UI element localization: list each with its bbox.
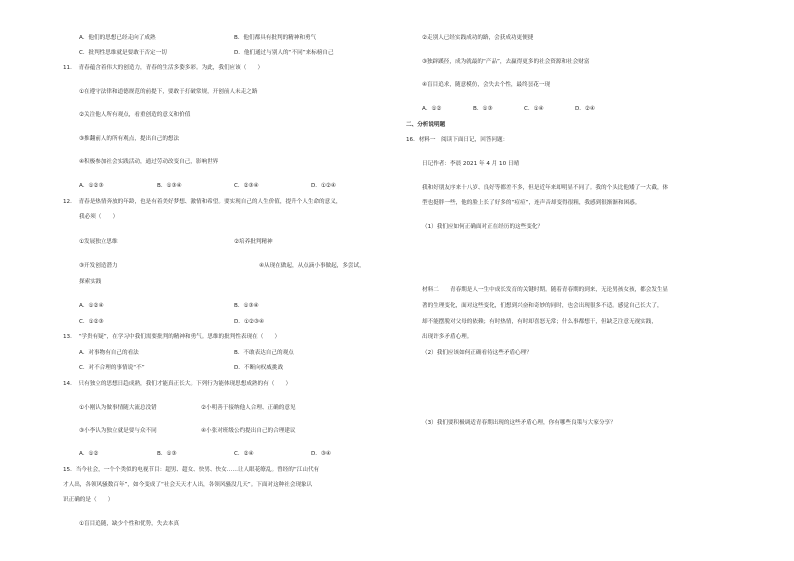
material2-line-1: 材料二 青春期是人一生中成长发育的关键时期。随着青春期的到来，无论男孩女孩，都会发生显	[422, 287, 669, 293]
q15-option-b: B．①③	[473, 106, 493, 112]
q15-option-d: D．②④	[575, 106, 595, 112]
q12-item-4-cont: 探索实践	[79, 279, 102, 285]
q10-option-b: B．他们都具有批判的精神和勇气	[234, 35, 317, 41]
q12-option-b: B．①③④	[234, 303, 259, 309]
q14-option-d: D．③④	[311, 451, 331, 457]
q16-subquestion-2: （2）我们应该如何正确看待这些矛盾心理？	[422, 350, 532, 356]
q13-stem: 13． “学贵有疑”，在学习中我们需要批判的精神和勇气。思维的批判性表现在（ ）	[63, 334, 281, 340]
q12-item-1: ①发展独立思维	[79, 239, 118, 245]
q11-item-4: ④积极参加社会实践活动，通过劳动改变自己，影响世界	[79, 159, 219, 165]
q13-option-b: B．不敢表达自己的观点	[234, 350, 294, 356]
q12-item-3: ③开发创造潜力	[79, 263, 118, 269]
q14-item-1: ①小刚认为做事情随大流总没错	[79, 405, 157, 411]
diary-line-1: 我和好朋友序来十八岁、良好等都差不多，但是近年来却明显不同了。我的个头比他矮了一大截，体	[422, 185, 669, 191]
material2-line-2: 著的生理变化，面对这些变化，们想到兴奋和奇妙的同时，也会出现很多不适。感觉自己长大了，	[422, 303, 663, 309]
q12-item-4: ④从现在做起，从点滴小事做起，多尝试，	[259, 263, 365, 269]
q14-option-b: B．①③	[157, 451, 177, 457]
q16-title: 16．材料一 阅读下面日记，回答问题：	[406, 137, 509, 143]
q10-option-c: C．批判性思维就是要敢于否定一切	[79, 50, 167, 56]
q15-item-1: ①盲目追随，缺少个性和优势，失去本真	[79, 521, 180, 527]
material2-line-3: 却不能摆脱对父母的依赖；有时热情，有时却喜怒无常；什么事都想干，但缺乏注意无视实践，	[422, 319, 657, 325]
section-heading: 二、分析说明题	[406, 122, 446, 128]
q11-option-a: A．①②③	[79, 183, 104, 189]
q12-option-c: C．①②③	[79, 319, 104, 325]
q15-item-3: ③独辟蹊径，成为就最的“产品”，去赢得更多的社会资源和社会财富	[422, 59, 590, 65]
q15-option-a: A．①②	[422, 106, 442, 112]
q11-option-b: B．①③④	[157, 183, 182, 189]
q13-option-c: C．对不合理的事情说“不”	[79, 365, 145, 371]
q14-option-c: C．②④	[234, 451, 254, 457]
material2-line-4: 出现许多矛盾心理。	[422, 334, 473, 340]
q15-item-2: ②走别人已经实践成功的路，会获成功更便捷	[422, 35, 534, 41]
q12-option-a: A．①②④	[79, 303, 104, 309]
q10-option-d: D．他们通过与别人的“不同”来标榜自己	[234, 50, 334, 56]
q13-option-d: D．不断向权威挑战	[234, 365, 284, 371]
q14-option-a: A．①②	[79, 451, 99, 457]
diary-meta: 日记作者：李晨 2021 年 4 月 10 日晴	[422, 161, 520, 167]
q11-item-2: ②关注他人所有观点，看重创造的意义和价值	[79, 112, 191, 118]
q11-stem: 11． 青春蕴含着伟大的创造力，青春的生活多姿多彩。为此，我们应该（ ）	[63, 65, 264, 71]
diary-line-2: 型也挺胖一些，他的脸上长了好多的“痘痘”，连声音却变得很粗，我感到很渐渐和困惑。	[422, 200, 641, 206]
q12-item-2: ②培养批判精神	[234, 239, 273, 245]
q15-option-c: C．①④	[524, 106, 544, 112]
q15-stem-line3: 识正确的是（ ）	[63, 497, 114, 503]
q15-stem-line1: 15．当今社会，一个个类似的电视节目：超男、超女、快男、快女……让人眼花缭乱。曾经的“江山代有	[63, 467, 320, 473]
q12-option-d: D．①②③④	[234, 319, 264, 325]
q14-item-2: ②小明善于接纳他人合理、正确的意见	[201, 405, 296, 411]
q16-subquestion-1: （1）我们应如何正确面对正在经历的这些变化？	[422, 224, 544, 230]
q14-item-3: ③小李认为独立就是要与众不同	[79, 428, 157, 434]
q15-stem-line2: 才人出，各领风骚数百年”，如今变成了“社会天天才人出，各领风骚没几天”。下面对这种社会现象认	[63, 482, 313, 488]
q16-subquestion-3: （3）我们要积极调适青春期出现的这些矛盾心理，你有哪些良策与大家分享？	[422, 420, 616, 426]
q14-stem: 14． 只有独立的思想日趋成熟，我们才能真正长大。下列行为能体现思想成熟的有（ ）	[63, 381, 292, 387]
q11-item-3: ③推翻前人的所有观点，提出自己的想法	[79, 136, 180, 142]
q14-item-4: ④小张对班级公约提出自己的合理建议	[201, 428, 296, 434]
q11-item-1: ①在遵守法律和道德规范的前提下，要敢于打破常规，开创前人未走之路	[79, 89, 258, 95]
q12-stem-line2: 我必须（ ）	[79, 214, 119, 220]
q11-option-c: C．②③④	[234, 183, 259, 189]
q11-option-d: D．①②④	[311, 183, 336, 189]
q12-stem-line1: 12． 青春是热情奔放的年龄，也是有着美好梦想、激情和希望。要实现自己的人生价值，提升个人生命的意义，	[63, 199, 342, 205]
q10-option-a: A．他们的思想已经走向了成熟	[79, 35, 156, 41]
q13-option-a: A．对事物有自己的看法	[79, 350, 139, 356]
q15-item-4: ④盲目追求，随意模仿，会失去个性，最终昙花一现	[422, 82, 551, 88]
